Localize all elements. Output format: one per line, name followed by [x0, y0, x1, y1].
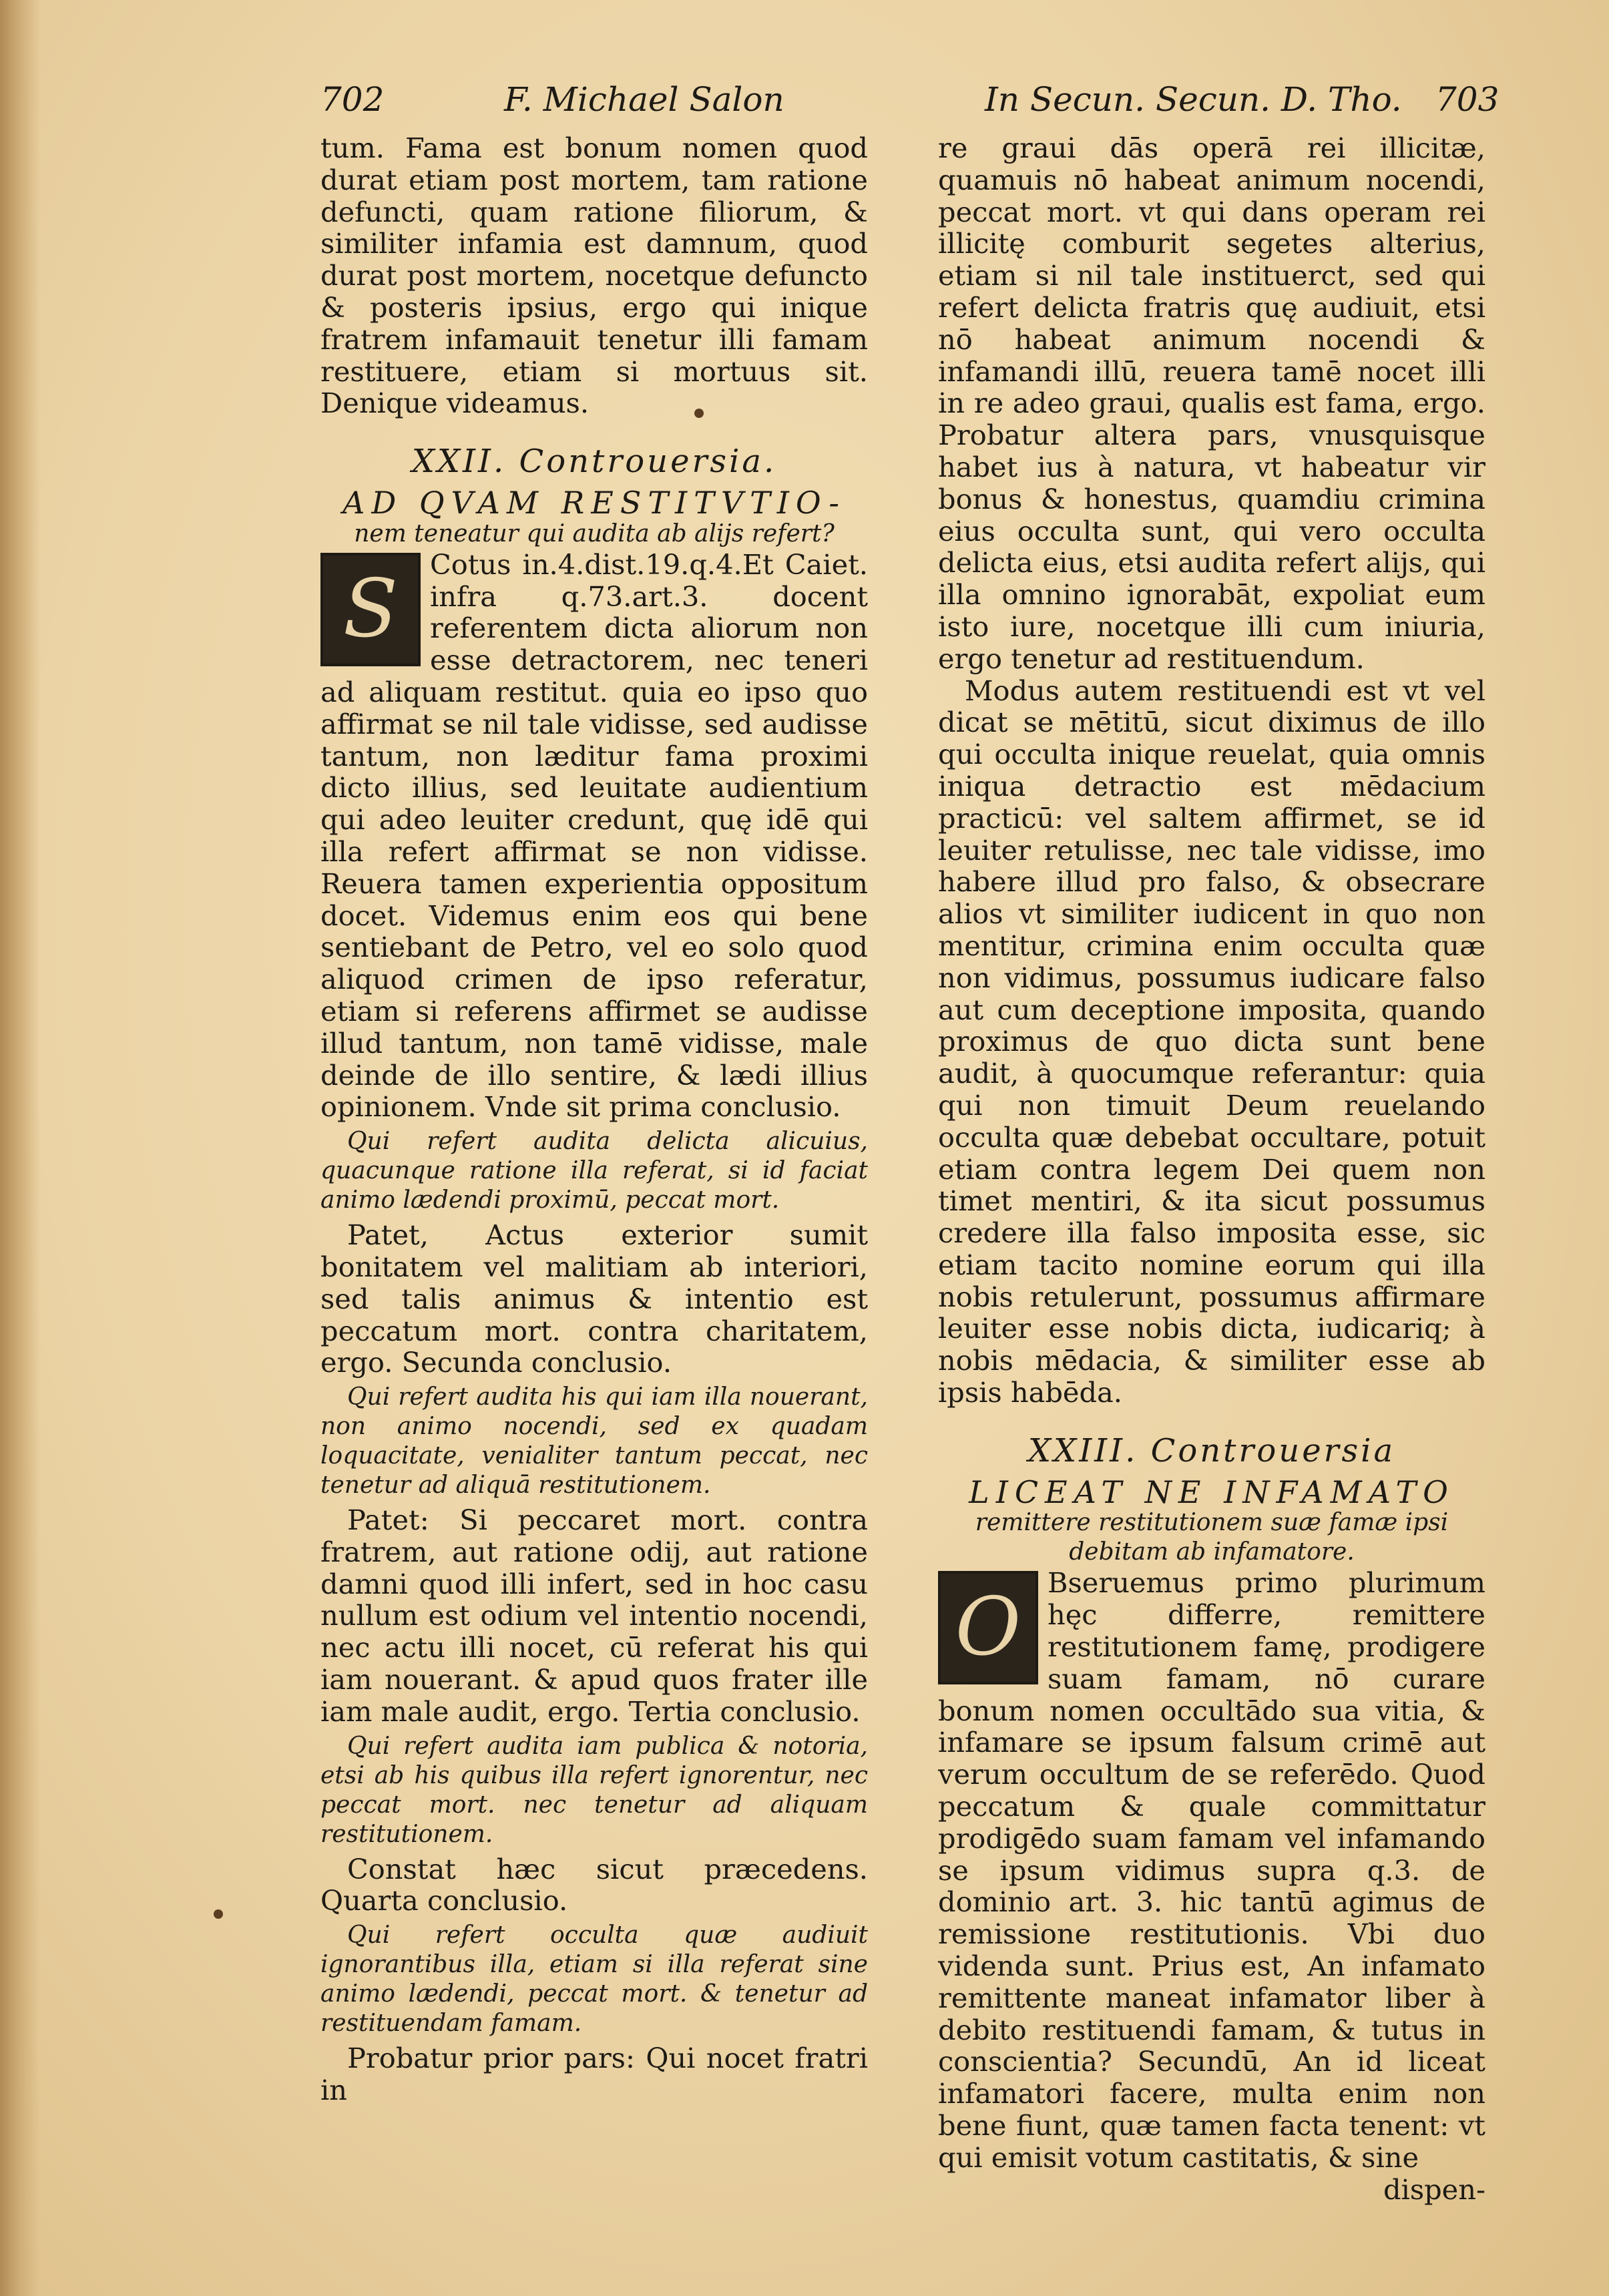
body-paragraph: Patet, Actus exterior sumit bonitatem vel malitiam ab interiori, sed talis animus & intentio est peccatum mort. contra charitatem, ergo. Secunda conclusio. — [320, 1218, 868, 1379]
body-paragraph: Bseruemus primo plurimum hęc differre, remittere restitutionem famę, prodigere suam famam, nō curare bonum nomen occultādo sua vitia, & infamare se ipsum falsum crimē aut verum occultum de se referēdo. Quod peccatum & quale committatur prodigēdo suam famam vel infamando se ipsum vidimus supra q.3. de dominio art. 3. hic tantū agimus de remissione restitutionis. Vbi duo videnda sunt. Prius est, An infamato remittente maneat infamator liber à debito restituendi famam, & tutus in conscientia? Secundū, An id liceat infamatori facere, multa enim non bene fiunt, quæ tamen facta tenent: vt qui emisit votum castitatis, & sine — [938, 1566, 1485, 2174]
catchword: dispen- — [1383, 2172, 1485, 2206]
conclusion-4: Qui refert occulta quæ audiuit ignorantibus illa, etiam si illa referat sine animo lædendi, peccat mort. & tenetur ad restituendam famam. — [320, 1921, 868, 2038]
left-page-number: 702 — [320, 80, 385, 119]
controversy-title: LICEAT NE INFAMATO — [969, 1473, 1455, 1510]
body-paragraph: Cotus in.4.dist.19.q.4.Et Caiet. infra q.73.art.3. docent referentem dicta aliorum non esse detractorem, nec teneri ad aliquam restitut. quia eo ipso quo affirmat se nil tale vidisse, sed audisse tantum, non læditur fama proximi dicto illius, sed leuitate audientium qui adeo leuiter credunt, quę idē qui illa refert affirmat se non vidisse. Reuera tamen experientia oppositum docet. Videmus enim eos qui bene sentiebant de Petro, vel eo solo quod aliquod crimen de ipso referatur, etiam si referens affirmet se audisse illud tantum, non tamē vidisse, male deinde de illo sentire, & lædi illius opinionem. Vnde sit prima conclusio. — [320, 547, 868, 1124]
left-column — [320, 132, 868, 2106]
controversy-heading-xxiii: XXIII. Controuersia — [1027, 1431, 1396, 1469]
conclusion-3: Qui refert audita iam publica & notoria, etsi ab his quibus illa refert ignorentur, nec peccat mort. nec tenetur ad aliquam restitutionem. — [320, 1732, 868, 1848]
body-paragraph: Modus autem restituendi est vt vel dicat se mētitū, sicut diximus de illo qui occulta inique reuelat, quia omnis iniqua detractio est mēdacium practicū: vel saltem affirmet, se id leuiter retulisse, nec tale vidisse, imo habere illud pro falso, & obsecrare alios vt similiter iudicent in quo non mentitur, crimina enim occulta quæ non vidimus, possumus iudicare falso aut cum deceptione imposita, quando proximus de quo dicta sunt bene audit, à quocumque referantur: quia qui non timuit Deum reuelando occulta quæ debebat occultare, potuit etiam contra legem Dei quem non timet mentiri, & ita sicut possumus credere illa falso imposita esse, sic etiam tacito nomine eorum qui illa nobis retulerunt, possumus affirmare leuiter esse nobis dicta, iudicariq; à nobis mēdacia, & similiter esse ab ipsis habēda. — [938, 674, 1485, 1409]
right-running-title: In Secun. Secun. D. Tho. — [985, 80, 1402, 119]
right-opening-paragraph: re graui dās operā rei illicitæ, quamuis nō habeat animum nocendi, peccat mort. vt qui dans operam rei illicitę comburit segetes alterius, etiam si nil tale instituerct, sed qui refert delicta fratris quę audiuit, etsi nō habeat animum nocendi & infamandi illū, reuera tamē nocet illi in re adeo graui, qualis est fama, ergo. Probatur altera pars, vnusquisque habet ius à natura, vt habeatur vir bonus & honestus, quamdiu crimina eius occulta sunt, qui vero occulta delicta eius, etsi audita refert alijs, qui illa omnino ignorabāt, expoliat eum isto iure, nocetque illi cum iniuria, ergo tenetur ad restituendum. — [938, 132, 1485, 675]
initial-letter: S — [342, 562, 399, 656]
body-paragraph: Patet: Si peccaret mort. contra fratrem, aut ratione odij, aut ratione damni quod illi infert, sed in hoc casu nullum est odium vel intentio nocendi, nec actu illi nocet, cū referat his qui iam nouerant. & apud quos frater ille iam male audit, ergo. Tertia conclusio. — [320, 1504, 868, 1728]
binding-shadow — [0, 0, 40, 2296]
right-column — [938, 132, 1485, 2205]
body-paragraph: Probatur prior pars: Qui nocet fratri in — [320, 2042, 868, 2107]
right-page-number: 703 — [1435, 80, 1500, 119]
left-opening-paragraph: tum. Fama est bonum nomen quod durat etiam post mortem, tam ratione defuncti, quam ratione filiorum, & similiter infamia est damnum, quod durat post mortem, nocetque defuncto & posteris ipsius, ergo qui inique fratrem infamauit tenetur illi famam restituere, etiam si mortuus sit. Denique videamus. — [320, 132, 868, 420]
ink-spot — [214, 1909, 223, 1919]
conclusion-1: Qui refert audita delicta alicuius, quacunque ratione illa referat, si id faciat animo lædendi proximū, peccat mort. — [320, 1128, 868, 1214]
conclusion-2: Qui refert audita his qui iam illa nouerant, non animo nocendi, sed ex quadam loquacitate, venialiter tantum peccat, nec tenetur ad aliquā restitutionem. — [320, 1383, 868, 1500]
controversy-subtitle: nem teneatur qui audita ab alijs refert? — [354, 519, 835, 547]
controversy-subtitle: remittere restitutionem suæ famæ ipsi debitam ab infamatore. — [975, 1509, 1449, 1566]
decorated-initial — [320, 553, 421, 666]
controversy-title: AD QVAM RESTITVTIO- — [342, 484, 846, 521]
decorated-initial — [938, 1571, 1038, 1684]
initial-letter: O — [955, 1581, 1021, 1674]
body-paragraph: Constat hæc sicut præcedens. Quarta conclusio. — [320, 1852, 868, 1917]
controversy-heading-xxii: XXII. Controuersia. — [411, 443, 777, 481]
left-running-title: F. Michael Salon — [504, 80, 784, 119]
